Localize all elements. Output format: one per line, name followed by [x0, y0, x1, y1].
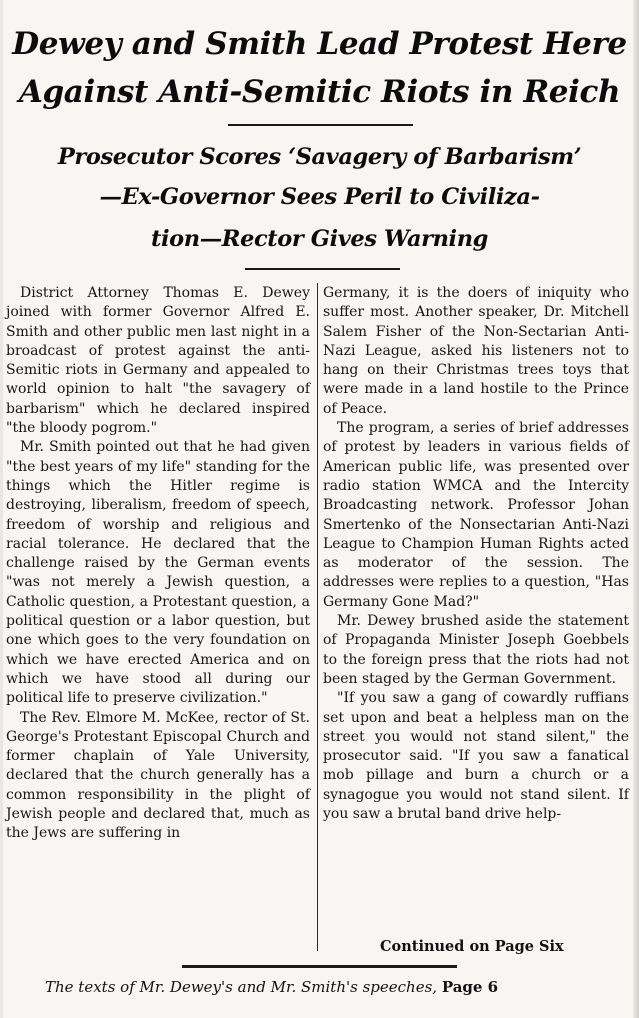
- article-paragraph: Germany, it is the doers of iniquity who suffer most. Another speaker, Dr. Mitchell Salem Fisher of the Non-Sectarian Anti-Nazi League, asked his listeners not to hang on their Christmas trees toys that were made in a land hostile to the Prince of Peace.: [323, 285, 629, 417]
- article-paragraph: Mr. Smith pointed out that he had given "the best years of my life" standing for the things which the Hitler regime is destroying, liberalism, freedom of speech, freedom of worship and religious and racial tolerance. He declared that the challenge raised by the German events "was not merely a Jewish question, a Catholic question, a Protestant question, a political question or a labor question, but one which goes to the very foundation on which we have erected America and on which we have stood all during our political life to preserve civilization.": [6, 439, 310, 707]
- deck-line-3: tion—Rector Gives Warning: [150, 226, 488, 252]
- headline-line-2: Against Anti-Semitic Riots in Reich: [18, 74, 621, 110]
- article-column-right: [323, 284, 629, 824]
- article-paragraph: The program, a series of brief addresses of protest by leaders in various fields of American public life, was presented over radio station WMCA and the Intercity Broadcasting network. Professor Johan Smertenko of the Nonsectarian Anti-Nazi League to Champion Human Rights acted as moderator of the session. The addresses were replies to a question, "Has Germany Gone Mad?": [323, 420, 629, 610]
- article-paragraph: The Rev. Elmore M. McKee, rector of St. George's Protestant Episcopal Church and former chaplain of Yale University, declared that the church generally has a common responsibility in the plight of Jewish people and declared that, much as the Jews are suffering in: [6, 709, 310, 842]
- headline-line-1: Dewey and Smith Lead Protest Here: [12, 26, 627, 62]
- headline-divider: [228, 124, 413, 126]
- deck-line-2: —Ex-Governor Sees Peril to Civiliza-: [99, 184, 540, 210]
- article-paragraph: Mr. Dewey brushed aside the statement of Propaganda Minister Joseph Goebbels to the foreign press that the riots had not been staged by the German Government.: [323, 613, 629, 687]
- article-paragraph: "If you saw a gang of cowardly ruffians set upon and beat a helpless man on the street you would not stand silent," the prosecutor said. "If you saw a fanatical mob pillage and burn a church or a synagogue you would not stand silent. If you saw a brutal band drive help-: [323, 690, 629, 823]
- article-paragraph: District Attorney Thomas E. Dewey joined with former Governor Alfred E. Smith and other public men last night in a broadcast of protest against the anti-Semitic riots in Germany and appealed to world opinion to halt "the savagery of barbarism" which he declared inspired "the bloody pogrom.": [6, 285, 310, 437]
- deck-divider: [245, 268, 400, 270]
- deck-line-1: Prosecutor Scores ‘Savagery of Barbarism’: [57, 144, 582, 170]
- page-edge-right: [633, 0, 639, 1018]
- footer-divider: [182, 965, 457, 968]
- column-divider: [317, 283, 318, 951]
- footer-note: [45, 978, 498, 996]
- footer-page-ref: Page 6: [441, 978, 499, 996]
- continued-notice: Continued on Page Six: [380, 938, 564, 955]
- article-column-left: [6, 284, 310, 844]
- footer-note-text: The texts of Mr. Dewey's and Mr. Smith's speeches,: [45, 978, 438, 996]
